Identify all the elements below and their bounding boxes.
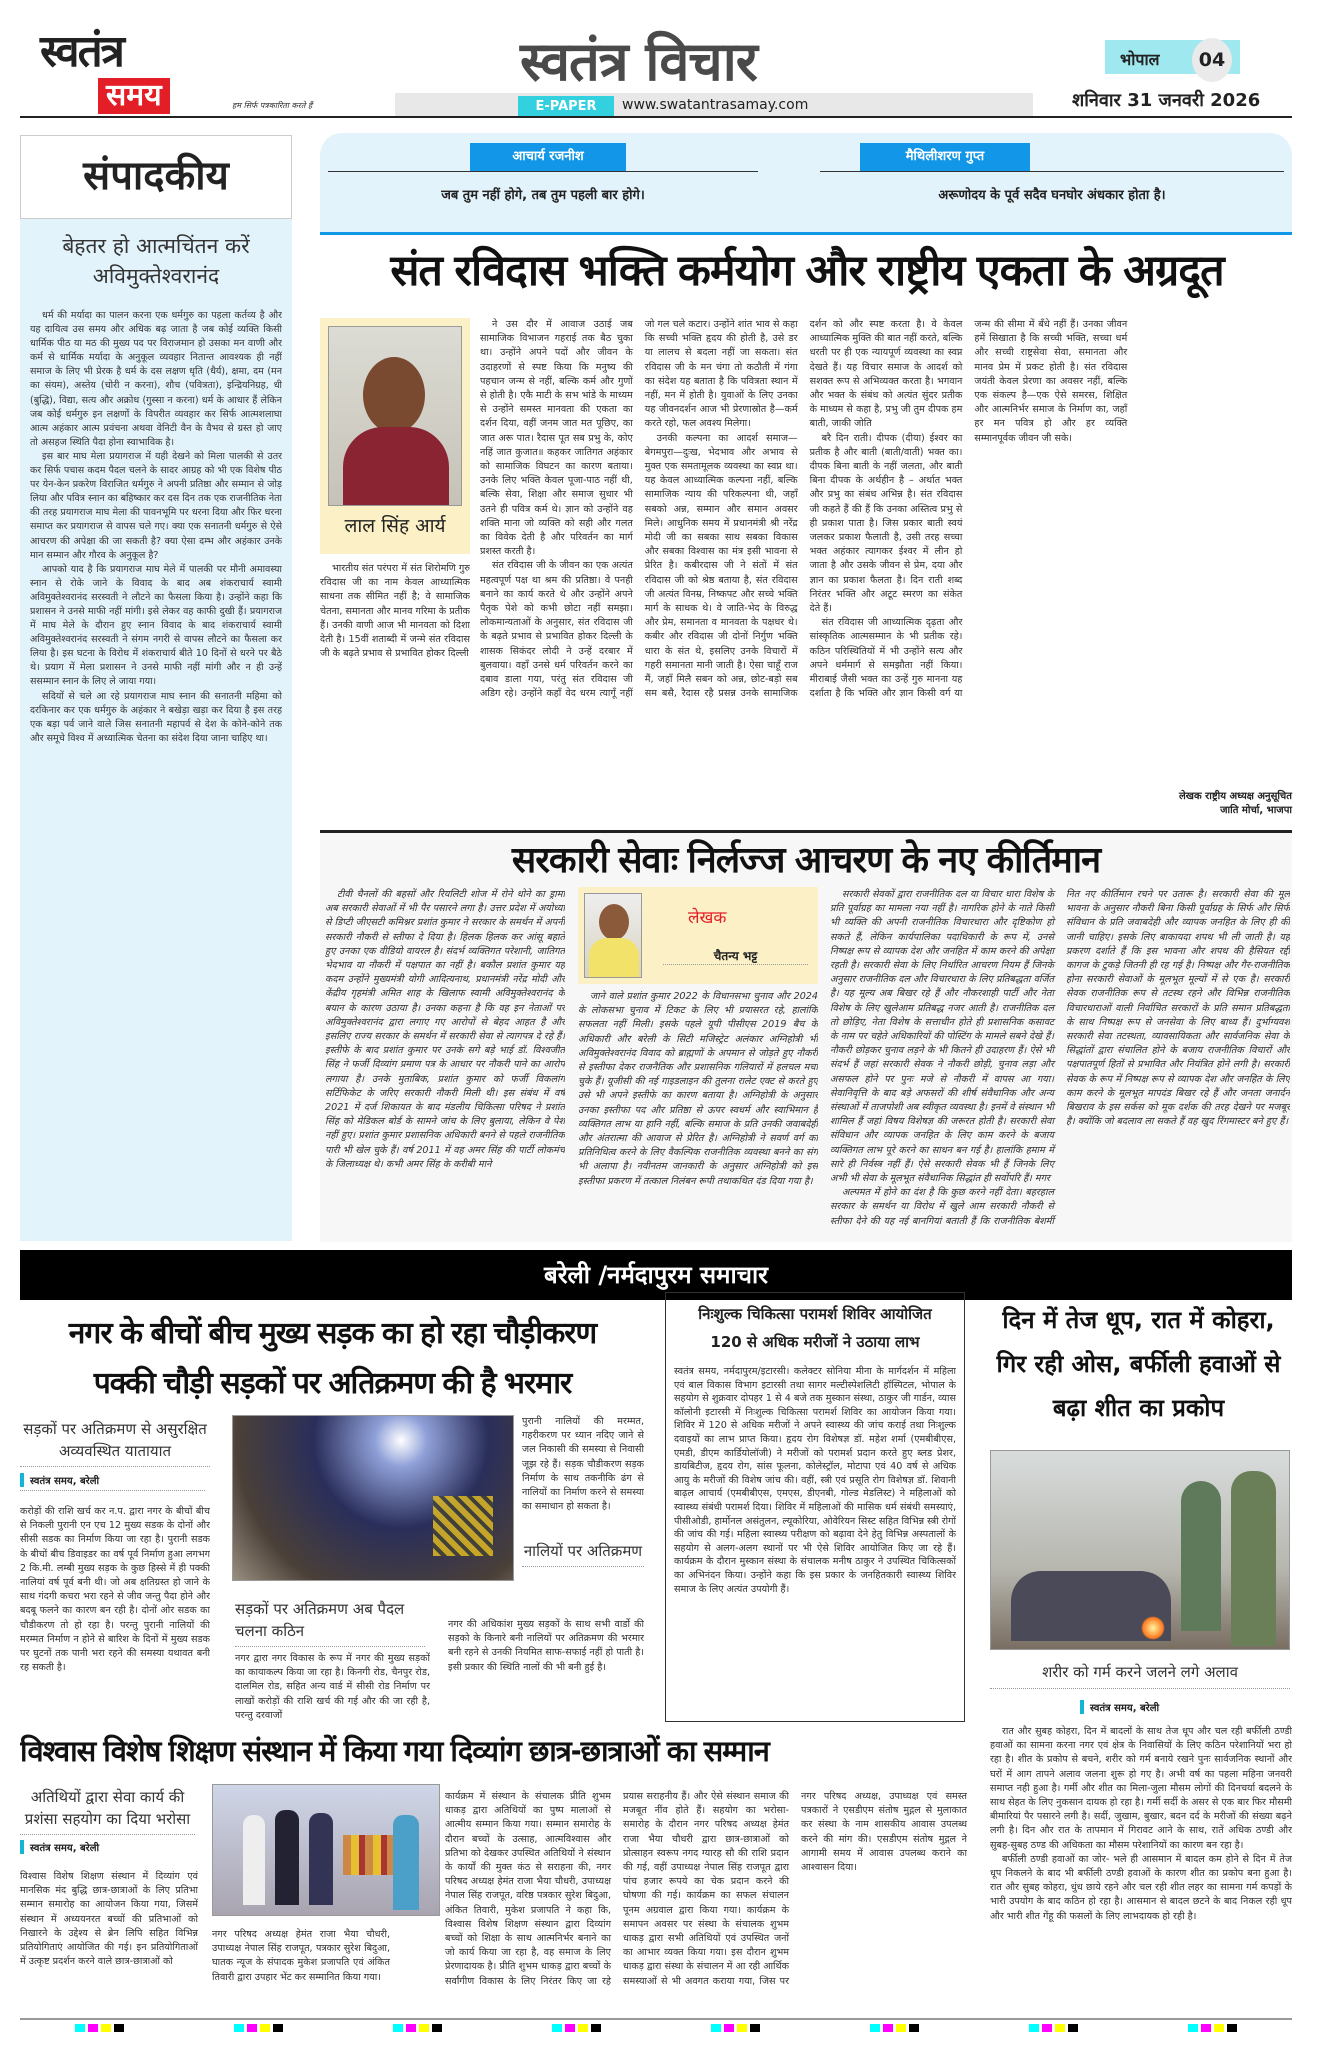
road-sub-drains: नालियों पर अतिक्रमण — [522, 1540, 644, 1567]
main-body-col1: भारतीय संत परंपरा में संत शिरोमणि गुरु रविदास जी का नाम केवल आध्यात्मिक साधना तक सीमित नहीं है; वे सामाजिक चेतना, समानता और मानव गरिमा के प्रतीक हैं। उनकी वाणी आज भी मानवता को दिशा देती है। 15वीं शताब्दी में जन्मे संत रविदास जी के बढ़ते प्रभाव से प्रभावित होकर दिल्ली — [320, 563, 470, 660]
school-body-3: कार्यक्रम में संस्थान के संचालक प्रीति शुभम धाकड़ द्वारा अतिथियों का पुष्प मालाओं से आत्मीय सम्मान किया गया। सम्मान समारोह के दौरान बच्चों के उत्साह, आत्मविश्वास और प्रतिभा को देखकर उपस्थित अतिथियों ने संस्थान के कार्यों की मुक्त कंठ से सराहना की, नगर परिषद अध्यक्ष हेमंत राजा भैया चौधरी, उपाध्यक्ष नेपाल सिंह राजपूत, वरिष्ठ पत्रकार सुरेश बिदुआ, अंकित तिवारी, मुकेश प्रजापति ने कहा कि, विश्वास विशेष शिक्षण संस्थान द्वारा दिव्यांग बच्चों को शिक्षा के साथ आत्मनिर्भर बनाने का जो कार्य किया जा रहा है, वह समाज के लिए प्रेरणादायक है। प्रीति शुभम धाकड़ द्वारा बच्चों के सर्वांगीण विकास के लिए निरंतर किए जा रहे प्रयास सराहनीय हैं। और ऐसे संस्थान समाज की मजबूत नींव होते हैं। सहयोग का भरोसा- समारोह के दौरान नगर परिषद अध्यक्ष हेमंत राजा भैया चौधरी द्वारा छात्र-छात्राओं को प्रोत्साहन स्वरूप नगद ग्यारह सौ की राशि प्रदान की गई, वहीं उपाध्यक्ष नेपाल सिंह राजपूत द्वारा पांच हजार रूपये का चेक प्रदान करने की घोषणा की गई। कार्यक्रम का सफल संचालन पूनम अग्रवाल द्वारा किया गया। कार्यक्रम के समापन अवसर पर संस्था के संचालक शुभम धाकड़ द्वारा सभी अतिथियों एवं उपस्थित जनों का आभार व्यक्त किया गया। इस दौरान शुभम धाकड़ द्वारा संस्था के संचालन में आ रही आर्थिक समस्याओं से भी अवगत कराया गया, जिस पर नगर परिषद अध्यक्ष, उपाध्यक्ष एवं समस्त पत्रकारों ने एसडीएम संतोष मुद्गल से मुलाकात कर संस्था के नाम शासकीय आवास उपलब्ध करने की मांग की। एसडीएम संतोष मुद्गल ने आगामी समय में आवास उपलब्ध कराने का आश्वासन दिया। — [445, 1791, 967, 1987]
quotes-box — [320, 133, 1292, 235]
weather-body: रात और सुबह कोहरा, दिन में बादलों के साथ तेज धूप और चल रही बर्फीली ठण्डी हवाओं का सामना करना नगर एवं क्षेत्र के निवासियों के लिए कठिन परेशानियों भरा हो रहा है। शीत के प्रकोप से बचने, शरीर को गर्म बनाये रखने पुनः सार्वजनिक स्थानों और घरों में आग तापने अलाव जलना शुरू हो गए है। अभी वर्ष का पहला महिना जनवरी समाप्त नही हुआ है। गर्मी और शीत का मिला-जुला मौसम लोगों की दिनचर्या बदलने के साथ सेहत के लिए नुकसान दायक हो रहा है। गर्मी सर्दी के असर से एक बार फिर मौसमी बीमारियां पैर पसारने लगी है। सर्दी, जुखाम, बुखार, बदन दर्द के मरीजों की संख्या बढ़ने लगी है। दिन और रात के तापमान में गिरावट आने के साथ, रातें अधिक ठण्डी और सुबह-सुबह ठण्ड की अधिकता का मौसम परेशानियों का कारण बन रहा है। बर्फीली ठण्डी हवाओं का जोर- भले ही आसमान में बादल कम होने से दिन में तेज धूप निकलने के बाद भी बर्फीली ठण्डी हवाओं के कारण शीत का प्रकोप बना हुआ है। रात और सुबह कोहरा, धुंध छाये रहने और चल रही शीत लहर का सामना गर्म कपड़ों के भारी उपयोग के बाद कठिन हो रहा है। आसमान से बादल छटने के बाद निकल रही धूप और भारी शीत गेंहू की फसलों के लिए लाभदायक हो रही है। — [990, 1726, 1292, 1922]
school-headline: विश्वास विशेष शिक्षण संस्थान में किया गया दिव्यांग छात्र-छात्राओं का सम्मान — [20, 1734, 769, 1768]
color-registration-marks — [20, 2024, 1292, 2036]
road-body-3: नगर द्वारा नगर विकास के रूप में नगर की मुख्य सड़कों का कायाकल्प किया जा रहा है। किनगी रोड, चैनपुर रोड, दालमिल रोड, सहित अन्य वार्ड में सीसी रोड निर्माण पर लाखों करोड़ों की राशि खर्च की गई और की जा रही है, परन्तु दरवाजों — [235, 1653, 430, 1721]
website-url[interactable]: www.swatantrasamay.com — [622, 97, 809, 113]
editorial-section — [20, 219, 292, 1241]
quote-text-gupt: अरूणोदय के पूर्व सदैव घनघोर अंधकार होता है। — [938, 188, 1166, 203]
medical-headline-1: निःशुल्क चिकित्सा परामर्श शिविर आयोजित — [698, 1305, 932, 1323]
school-subheadline: अतिथियों द्वारा सेवा कार्य की प्रशंसा सहयोग का दिया भरोसा — [20, 1786, 195, 1835]
quote-author-gupt: मैथिलीशरण गुप्त — [860, 143, 1030, 171]
logo-top: स्वतंत्र — [40, 26, 123, 77]
school-body-1: विश्वास विशेष शिक्षण संस्थान में दिव्यांग एवं मानसिक मंद बुद्धि छात्र-छात्राओं के लिए प्रतिभा सम्मान समारोह का आयोजन किया गया, जिसमें संस्थान में अध्ययनरत बच्चों की प्रतिभाओं को निखारने के उद्देश्य से ब्रेन लिपि सहित विभिन्न प्रतियोगिताएं आयोजित की गई। इन प्रतियोगिताओं में उत्कृष्ट प्रदर्शन करने वाले छात्र-छात्राओं को — [20, 1871, 198, 1968]
sarkari-col3-4: सरकारी सेवकों द्वारा राजनीतिक दल या विचार धारा विशेष के प्रति पूर्वाग्रह का मामला नया नहीं है। नागरिक होने के नाते किसी भी व्यक्ति की अपनी राजनीतिक विचारधारा और दृष्टिकोण हो सकते हैं, लेकिन कार्यपालिका पदाधिकारी के रूप में, उनसे निष्पक्ष रूप से व्यापक देश और जनहित में काम करने की अपेक्षा रहती है। सरकारी सेवा के लिए निर्धारित आचरण नियम हैं जिनके अनुसार राजनीतिक दल और विचारधारा के लिए प्रतिबद्धता वर्जित है। यह मूल्य अब बिखर रहे हैं और नौकरशाही पार्टी और नेता विशेष के लिए खुलेआम प्रतिबद्ध नजर आती है। राजनीतिक दल तो छोड़िए, नेता विशेष के सत्ताधीन होते ही प्रशासनिक कसावट के नाम पर चहेते अधिकारियों की पोस्टिंग के मामले सबने देखे हैं। नौकरी छोड़कर चुनाव लड़ने के भी कितने ही उदाहरण हैं। ऐसे भी संदर्भ हैं जहां सरकारी सेवक ने नौकरी छोड़ी, चुनाव लड़ा और असफल होने पर पुनः मजे से नौकरी में वापस आ गया। सेवानिवृत्ति के बाद बड़े अफसरों की शीर्ष संवैधानिक और अन्य संस्थाओं में ताजपोशी अब स्वीकृत व्यवस्था है। इनमें वे संस्थान भी शामिल हैं जहां विषय विशेषज्ञ की जरूरत होती है। सरकारी सेवा संविधान और व्यापक जनहित के लिए काम करने के बजाय व्यक्तिगत लाभ पूरे करने का साधन बन गई है। हालांकि हमाम में सारे ही निर्वस्त्र नहीं हैं। ऐसे सरकारी सेवक भी हैं जिनके लिए अभी भी सेवा के मूलभूत संवैधानिक सिद्धांत ही सर्वोपरि हैं। मगर अल्पमत में होने का दंश है कि कुछ करने नहीं देता। बहरहाल सरकार के समर्थन या विरोध में खुले आम सरकारी नौकरी से स्तीफा देने की यह नई बानगियां बताती हैं कि राजनीतिक बेशर्मी नित नए कीर्तिमान रचने पर उतारू है। सरकारी सेवा की मूल भावना के अनुसार नौकरी बिना किसी पूर्वाग्रह के सिर्फ और सिर्फ संविधान के प्रति जवाबदेही और व्यापक जनहित के लिए ही की जानी चाहिए। इसके लिए बाकायदा शपथ भी ली जाती है। यह प्रकरण दर्शाते हैं कि इस भावना और शपथ की हैसियत रद्दी कागज के टुकड़े जितनी ही रह गई है। निष्पक्ष और गैर-राजनीतिक होना सरकारी सेवाओं के मूलभूत मूल्यों में से एक है। सरकारी सेवक राजनीतिक रूप से तटस्थ रहने और विभिन्न राजनीतिक विचारधाराओं वाली निर्वाचित सरकारों के प्रति समान प्रतिबद्धता के साथ निष्पक्ष रूप से जनसेवा के लिए बाध्य हैं। दुर्भाग्यवश सरकारी सेवा तटस्थता, व्यावसायिकता और सार्वजनिक सेवा के सिद्धांतों द्वारा संचालित होने के बजाय राजनीतिक विचारों और पक्षपातपूर्ण हितों से प्रभावित और नियंत्रित होने लगी है। सरकारी सेवक के रूप में निष्पक्ष रूप से व्यापक देश और जनहित के लिए काम करने के मूलभूत मापदंड बिखर रहे हैं और जनता जनार्दन बिखराव के इस सर्कस को मूक दर्शक की तरह देखने पर मजबूर है। क्योंकि जो बदलाव ला सकते हैं वह खुद रिंगमास्टर बने हुए हैं। — [830, 889, 1290, 1227]
road-sub-footpath: सड़कों पर अतिक्रमण अब पैदल चलना कठिन — [235, 1598, 425, 1647]
epaper-label[interactable]: E-PAPER — [518, 96, 614, 117]
writer-photo — [584, 893, 642, 978]
road-subheadline: सड़कों पर अतिक्रमण से असुरक्षित अव्यवस्थित यातायात — [20, 1418, 210, 1467]
issue-date: शनिवार 31 जनवरी 2026 — [1072, 90, 1261, 111]
editorial-body: धर्म की मर्यादा का पालन करना एक धर्मगुरु का पहला कर्तव्य है और यह दायित्व उस समय और अधिक बढ़ जाता है जब कोई व्यक्ति किसी धार्मिक पीठ या मठ की मुख्य पद पर विराजमान हो उसका मन वाणी और कर्म से धार्मिक मर्यादा के अनुकूल व्यवहार नितान्त आवश्यक ही नहीं समाज के लिए भी प्रेरक है धर्म के दस लक्षण धृति (धैर्य), क्षमा, दम (मन का संयम), अस्तेय (चोरी न करना), शौच (पवित्रता), इन्द्रियनिग्रह, धी (बुद्धि), विद्या, सत्य और अक्रोध (गुस्सा न करना) धर्म के आधार हैं लेकिन जब कोई धर्मगुरु इन लक्षणों के विपरीत व्यवहार कर सिर्फ आत्मशलाघा आत्म अहंकार आत्म प्रवंचना अथवा वेनिटी वैन के वैभव से ग्रस्त हो जाए तो असहज स्थिति पैदा होना स्वाभाविक है। इस बार माघ मेला प्रयागराज में यही देखने को मिला पालकी से उतर कर सिर्फ पचास कदम पैदल चलने के सादर आग्रह को भी एक विशेष पीठ पर येन-केन प्रकरेण विराजित धर्मगुरु ने अपनी प्रतिष्ठा और सम्मान से जोड़ लिया और पवित्र स्नान का बहिष्कार कर दस दिन तक एक राजनीतिक नेता की तरह प्रयागराज माघ मेला की पावनभूमि पर धरना दिया और फिर धरना समाप्त कर प्रयागराज से वापस चले गए। क्या एक सनातनी धर्मगुरु से ऐसे आचरण की अपेक्षा की जा सकती है? क्या ऐसा दम्भ और अहंकार उनके मान सम्मान और गौरव के अनुकूल है? आपको याद है कि प्रयागराज माघ मेले में पालकी पर मौनी अमावस्या स्नान से रोके जाने के विवाद के बाद अब शंकराचार्य स्वामी अविमुक्तेश्वरानंद सरस्वती ने लौटने का फैसला किया है। उन्होंने कहा कि प्रशासन ने उनसे माफी नहीं मांगी। इसे लेकर वह काफी दुखी हैं। प्रयागराज में माघ मेले के दौरान हुए स्नान विवाद के बाद शंकराचार्य स्वामी अविमुक्तेश्वरानंद सरस्वती ने संगम नगरी से वापस लौटने का फैसला कर लिया है। इस घटना के विरोध में शंकराचार्य बीते 10 दिनों से धरने पर बैठे थे। प्रयाग में मेला प्रशासन ने उनसे माफी नहीं मांगी और न ही उन्हें ससम्मान स्नान के लिए ले जाया गया। सदियों से चले आ रहे प्रयागराज माघ स्नान की सनातनी महिमा को दरकिनार कर एक धर्मगुरु के अहंकार ने बखेड़ा खड़ा कर दिया है इस तरह एक बड़ा पर्व जाने वाले जिस सनातनी महापर्व से देश के कोने-कोने तक और समूचे विश्व में अध्यात्मिक चेतना का संदेश दिया जाना चाहिए था। — [30, 310, 282, 744]
school-body-2: नगर परिषद अध्यक्ष हेमंत राजा भैया चौधरी, उपाध्यक्ष नेपाल सिंह राजपूत, पत्रकार सुरेश बिदुआ, घातक न्यूज के संपादक मुकेश प्रजापति एवं अंकित तिवारी द्वारा उपहार भेंट कर सम्मानित किया गया। — [212, 1929, 390, 1983]
edition-city: भोपाल — [1120, 50, 1160, 69]
weather-headline: दिन में तेज धूप, रात में कोहरा, गिर रही ओस, बर्फीली हवाओं से बढ़ा शीत का प्रकोप — [996, 1306, 1281, 1422]
byline-rule — [20, 1490, 205, 1491]
medical-box — [665, 1292, 965, 1722]
weather-photo — [990, 1450, 1290, 1650]
quote-rule-left — [328, 171, 758, 172]
medical-body: स्वतंत्र समय, नर्मदापुरम/इटारसी। कलेक्टर सोनिया मीना के मार्गदर्शन में महिला एवं बाल विकास विभाग इटारसी तथा सागर मल्टीस्पेशलिटी हॉस्पिटल, भोपाल के सहयोग से शुक्रवार दोपहर 1 से 4 बजे तक मुस्कान संस्था, ठाकुर जी गार्डन, व्यास कॉलोनी इटारसी में निःशुल्क चिकित्सा परामर्श शिविर का आयोजन किया गया। शिविर में 120 से अधिक मरीजों ने अपने स्वास्थ्य की जांच कराई तथा निःशुल्क दवाइयों का लाभ प्राप्त किया। हृदय रोग विशेषज्ञ डॉ. महेश शर्मा (एमबीबीएस, एमडी, डीएम कार्डियोलॉजी) ने मरीजों को परामर्श प्रदान करते हुए ब्लड प्रेशर, डायबिटीज, हृदय रोग, सांस फूलना, कोलेस्ट्रॉल, मोटापा एवं 40 वर्ष से अधिक आयु के मरीजों की विशेष जांच की। वहीं, स्त्री एवं प्रसूति रोग विशेषज्ञ डॉ. शिवानी बाढ़ल आचार्य (एमबीबीएस, एमएस, डीएनबी, गोल्ड मेडलिस्ट) ने महिलाओं को स्वास्थ्य संबंधी परामर्श दिया। शिविर में महिलाओं की मासिक धर्म संबंधी समस्याएं, पीसीओडी, हार्मोनल असंतुलन, ल्यूकोरिया, ओवेरियन सिस्ट सहित विभिन्न स्त्री रोगों की जांच की गई। महिला स्वास्थ्य परीक्षण को बढ़ावा देने हेतु विभिन्न अस्पतालों के सहयोग से अलग-अलग स्थानों पर भी ऐसे शिविर आयोजित किए जा रहे हैं। कार्यक्रम के दौरान मुस्कान संस्था के संचालक मनीष ठाकुर ने उपस्थित चिकित्सकों का अभिनंदन किया। उन्होंने कहा कि इस प्रकार के जनहितकारी स्वास्थ्य शिविर समाज के लिए अत्यंत उपयोगी हैं। — [674, 1366, 956, 1595]
sarkari-col1: टीवी चैनलों की बहसों और रियलिटी शोज में रोने धोने का ड्रामा अब सरकारी सेवाओं में भी पैर पसारने लगा है। उत्तर प्रदेश में अयोध्या से डिप्टी जीएसटी कमिश्नर प्रशांत कुमार ने सरकार के समर्थन में अपनी सरकारी नौकरी से स्तीफा दे दिया है। हिलक हिलक कर आंसू बहाते हुए उनका एक वीडियो वायरल है। संदर्भ व्यक्तिगत परेशानी, जातिगत भेदभाव या नौकरी में पक्षपात का नहीं है। बकौल प्रशांत कुमार यह कदम उन्होंने मुख्यमंत्री योगी आदित्यनाथ, प्रधानमंत्री नरेंद्र मोदी और केंद्रीय गृहमंत्री अमित शाह के खिलाफ स्वामी अविमुक्तेश्वरानंद के बयान के कारण उठाया है। उनका कहना है कि वह इन नेताओं पर अविमुक्तेश्वरानंद द्वारा लगाए गए आरोपों से बेहद आहत है और इसलिए राज्य सरकार के समर्थन में सरकारी सेवा से त्यागपत्र दे रहे हैं। इस्तीफे के बाद प्रशांत कुमार पर उनके सगे बड़े भाई डॉ. विश्वजीत सिंह ने फर्जी दिव्यांग प्रमाण पत्र के आधार पर नौकरी पाने का आरोप लगाया है। उनके मुताबिक, प्रशांत कुमार को फर्जी विकलांग सर्टिफिकेट के जरिए सरकारी नौकरी मिली थी। इस संबंध में वर्ष 2021 में दर्ज शिकायत के बाद मंडलीय चिकित्सा परिषद ने प्रशांत सिंह को मेडिकल बोर्ड के सामने जांच के लिए बुलाया, लेकिन वे पेश नहीं हुए। प्रशांत कुमार प्रशासनिक अधिकारी बनने से पहले राजनीतिक पारी भी खेल चुके हैं। वर्ष 2011 में वह अमर सिंह की पार्टी लोकमंच के जिलाध्यक्ष थे। कभी अमर सिंह के करीबी माने — [325, 889, 565, 1170]
section-banner-title: बरेली /नर्मदापुरम समाचार — [544, 1261, 768, 1289]
section-banner — [20, 1250, 1292, 1300]
road-byline: स्वतंत्र समय, बरेली — [20, 1473, 210, 1487]
road-headline-1: नगर के बीचों बीच मुख्य सड़क का हो रहा चौड़ीकरण — [68, 1316, 597, 1351]
weather-caption: शरीर को गर्म करने जलने लगे अलाव — [990, 1660, 1290, 1689]
quote-rule-right — [820, 171, 1284, 172]
writer-label: लेखक — [688, 908, 727, 928]
masthead-logo — [40, 28, 220, 118]
author-name: लाल सिंह आर्य — [344, 515, 446, 537]
tagline: हम सिर्फ पत्रकारिता करते हैं — [232, 101, 313, 110]
road-photo — [232, 1415, 514, 1581]
newspaper-title: स्वतंत्र विचार — [520, 30, 757, 93]
author-photo-box — [320, 318, 470, 554]
medical-headline-2: 120 से अधिक मरीजों ने उठाया लाभ — [710, 1333, 920, 1351]
road-headline-2: पक्की चौड़ी सड़कों पर अतिक्रमण की है भरमार — [93, 1366, 572, 1401]
sarkari-col2: जाने वाले प्रशांत कुमार 2022 के विधानसभा चुनाव और 2024 के लोकसभा चुनाव में टिकट के लिए भी प्रयासरत रहे, हालांकि सफलता नहीं मिली। इसके पहले यूपी पीसीएस 2019 बैच के अधिकारी और बरेली के सिटी मजिस्ट्रेट अलंकार अग्निहोत्री भी अविमुक्तेश्वरानंद विवाद को ब्राह्मणों के अपमान से जोड़ते हुए नौकरी से इस्तीफा देकर राजनैतिक और प्रशासनिक गलियारों में हलचल मचा चुके हैं। यूजीसी की नई गाइडलाइन की तुलना रालेट एक्ट से करते हुए उसे भी अपने इस्तीफे का कारण बताया है। अग्निहोत्री के अनुसार उनका इस्तीफा पद और प्रतिष्ठा से ऊपर स्वधर्म और स्वाभिमान है व्यक्तिगत लाभ या हानि नहीं, बल्कि समाज के प्रति उनकी जवाबदेही और अंतरात्मा की आवाज से प्रेरित है। अग्निहोत्री ने सवर्ण वर्ग का प्रतिनिधित्व करने के लिए वैकल्पिक राजनीतिक व्यवस्था बनने का संग भी अलापा है। नवीनतम जानकारी के अनुसार अग्निहोत्री को इस इस्तीफा प्रकरण में तत्काल निलंबन रूपी तथाकथित दंड दिया गया है। — [578, 991, 818, 1187]
sarkari-headline: सरकारी सेवाः निर्लज्ज आचरण के नए कीर्तिमान — [511, 840, 1101, 881]
road-body-4: नगर की अधिकांश मुख्य सड़कों के साथ सभी वार्डो की सड़को के किनारे बनी नालियों पर अतिक्रमण की भरमार बनी रहने से उनकी नियमित साफ-सफाई नहीं हो पाती है। इसी प्रकार की स्थिति नालों की भी बनी हुई है। — [448, 1619, 644, 1673]
quote-author-rajneesh: आचार्य रजनीश — [470, 143, 626, 171]
editorial-label-box — [20, 135, 292, 219]
writer-box — [578, 887, 818, 984]
editorial-headline: बेहतर हो आत्मचिंतन करें अविमुक्तेश्वरानंद — [62, 234, 250, 288]
weather-byline: स्वतंत्र समय, बरेली — [1080, 1700, 1159, 1714]
quote-text-rajneesh: जब तुम नहीं होगे, तब तुम पहली बार होगे। — [441, 188, 645, 203]
writer-name: चैतन्य भट्ट — [663, 947, 808, 965]
school-byline: स्वतंत्र समय, बरेली — [20, 1840, 99, 1854]
footer-rule — [20, 2018, 1292, 2020]
masthead-rule — [20, 116, 1292, 118]
school-photo — [212, 1784, 440, 1916]
page-number: 04 — [1192, 38, 1232, 82]
road-body-2: पुरानी नालियों की मरम्मत, गहरीकरण पर ध्यान नदिए जाने से जल निकासी की समस्या से निवासी जूझ रहे हैं। सड़क चौडीकरण सड़क निर्माण के साथ तकनीकि ढंग से नालियों का निर्माण करने से समस्या का समाधान हो सकता है। — [522, 1416, 644, 1513]
main-author-credit: लेखक राष्ट्रीय अध्यक्ष अनुसूचित जाति मोर्चा, भाजपा — [1179, 791, 1292, 816]
main-body: ने उस दौर में आवाज उठाई जब सामाजिक विभाजन गहराई तक बैठ चुका था। उन्होंने अपने पदों और जीवन के उदाहरणों से स्पष्ट किया कि मनुष्य की पहचान जन्म से नहीं, बल्कि कर्म और गुणों से होती है। एकै माटी के सभ भांडे के माध्यम से उन्होंने समस्त मानवता की एकता का दर्शन दिया, वहीं जनम जात मत पूछिए, का जात अरू पात। रैदास पूत सब प्रभु के, कोए नहिं जात कुजात॥ कहकर जातिगत अहंकार को सामाजिक विघटन का कारण बताया। उनके लिए भक्ति केवल पूजा-पाठ नहीं थी, बल्कि सेवा, शिक्षा और समाज सुधार भी उतने ही पवित्र कर्म थे। ज्ञान को उन्होंने वह शक्ति माना जो व्यक्ति को सही और गलत का विवेक देती है और परिवर्तन का मार्ग प्रशस्त करती है। संत रविदास जी के जीवन का एक अत्यंत महत्वपूर्ण पक्ष था श्रम की प्रतिष्ठा। वे पनही बनाने का कार्य करते थे और उन्होंने अपने पैतृक पेशे को कभी छोटा नहीं समझा। लोकमान्यताओं के अनुसार, संत रविदास जी के बढ़ते प्रभाव से प्रभावित होकर दिल्ली के शासक सिकंदर लोदी ने उन्हें दरबार में बुलवाया। वहाँ उनसे धर्म परिवर्तन करने का दबाव डाला गया, परंतु संत रविदास जी अडिग रहे। उन्होंने कहाँ वेद धरम त्यागूँ नहीं जो गल चले कटार। उन्होंने शांत भाव से कहा कि सच्ची भक्ति हृदय की होती है, उसे डर या लालच से बदला नहीं जा सकता। संत रविदास जी के मन चंगा तो कठौती में गंगा का संदेश यह बताता है कि पवित्रता स्थान में नहीं, मन में होती है। युवाओं के लिए उनका यह जीवनदर्शन आज भी प्रेरणास्रोत है—कर्म करते रहो, फल अवश्य मिलेगा। उनकी कल्पना का आदर्श समाज—बेगमपुरा—दुःख, भेदभाव और अभाव से मुक्त एक समतामूलक व्यवस्था का स्वप्न था। यह केवल आध्यात्मिक कल्पना नहीं, बल्कि सामाजिक न्याय की परिकल्पना थी, जहाँ सबको अन्न, सम्मान और समान अवसर मिले। आधुनिक समय में प्रधानमंत्री श्री नरेंद्र मोदी जी का सबका साथ सबका विकास और सबका विश्वास का मंत्र इसी भावना से प्रेरित है। कबीरदास जी ने संतों में संत रविदास जी को श्रेष्ठ बताया है, संत रविदास जी अत्यंत विनम्र, निष्कपट और सच्चे भक्ति मार्ग के साधक थे। वे जाति-भेद के विरुद्ध और प्रेम, समानता व मानवता के पक्षधर थे। कबीर और रविदास जी दोनों निर्गुण भक्ति धारा के संत थे, इसलिए उनके विचारों में गहरी समानता मानी जाती है। ऐसा चाहूँ राज मैं, जहाँ मिलै सबन को अन्न, छोट-बड़ो सब सम बसै, रैदास रहै प्रसन्न उनके सामाजिक दर्शन को और स्पष्ट करता है। वे केवल आध्यात्मिक मुक्ति की बात नहीं करते, बल्कि धरती पर ही एक न्यायपूर्ण व्यवस्था का स्वप्न देखते हैं। यह विचार समाज के आदर्श को सशक्त रूप से अभिव्यक्त करता है। भगवान और भक्त के संबंध को अत्यंत सुंदर प्रतीक के माध्यम से कहा है, प्रभु जी तुम दीपक हम बाती, जाकी जोति बरै दिन राती। दीपक (दीया) ईश्वर का प्रतीक है और बाती (बाती/वाती) भक्त का। दीपक बिना बाती के नहीं जलता, और बाती बिना दीपक के अर्थहीन है – अर्थात भक्त और प्रभु का संबंध अभिन्न है। संत रविदास जी कहते हैं की हैं कि उनका अस्तित्व प्रभु से ही प्रकाश पाता है। जिस प्रकार बाती स्वयं जलकर प्रकाश फैलाती है, उसी तरह सच्चा भक्त अहंकार त्यागकर ईश्वर में लीन हो जाता है और उसके जीवन से प्रेम, दया और ज्ञान का प्रकाश फैलता है। दिन राती शब्द निरंतर भक्ति और अटूट स्मरण का संकेत देते हैं। संत रविदास जी आध्यात्मिक दृढ़ता और सांस्कृतिक आत्मसम्मान के भी प्रतीक रहे। कठिन परिस्थितियों में भी उन्होंने सत्य और अपने धर्ममार्ग से समझौता नहीं किया। मीराबाई जैसी भक्त का उन्हें गुरु मानना यह दर्शाता है कि भक्ति और ज्ञान किसी वर्ग या जन्म की सीमा में बँधे नहीं हैं। उनका जीवन हमें सिखाता है कि सच्ची भक्ति, सच्चा धर्म और सच्ची राष्ट्रसेवा सेवा, समानता और मानव प्रेम में प्रकट होती है। संत रविदास जयंती केवल प्रेरणा का अवसर नहीं, बल्कि एक संकल्प है—एक ऐसे समरस, शिक्षित और आत्मनिर्भर समाज के निर्माण का, जहाँ हर मन पवित्र हो और हर व्यक्ति सम्मानपूर्वक जीवन जी सके। — [480, 319, 1128, 700]
road-body-1: करोड़ों की राशि खर्च कर न.प. द्वारा नगर के बीचों बीच से निकली पुरानी एन एच 12 मुख्य सडक के दोनों और सीसी सडक का निर्माण किया जा रहा है। पुरानी सडक के बीचों बीच डिवाइडर का वर्ष पूर्व निर्माण हुआ लगभग 2 कि.मी. लम्बी मुख्य सड़क के कुछ हिस्से में ही पक्की नालियां वर्ष पूर्व बनी थी। जो अब क्षतिग्रस्त हो जाने के साथ गंदगी कचरा भरा रहने से जीव जन्तु पैदा होने और बदबू फलने का कारण बन रही है। दोनों ओर सडक का चौडीकरण तो हो रहा है। परन्तु पुरानी नालियों की मरम्मत निर्माण न होने से बारिश के दिनों में मुख्य सडक पर घुटनों तक पानी भरा रहने की समस्या यथावत बनी रह सकती है। — [20, 1506, 210, 1674]
editorial-label: संपादकीय — [83, 153, 229, 199]
main-headline: संत रविदास भक्ति कर्मयोग और राष्ट्रीय एकता के अग्रदूत — [390, 246, 1224, 296]
logo-bottom: समय — [98, 78, 170, 114]
author-photo — [328, 326, 462, 506]
